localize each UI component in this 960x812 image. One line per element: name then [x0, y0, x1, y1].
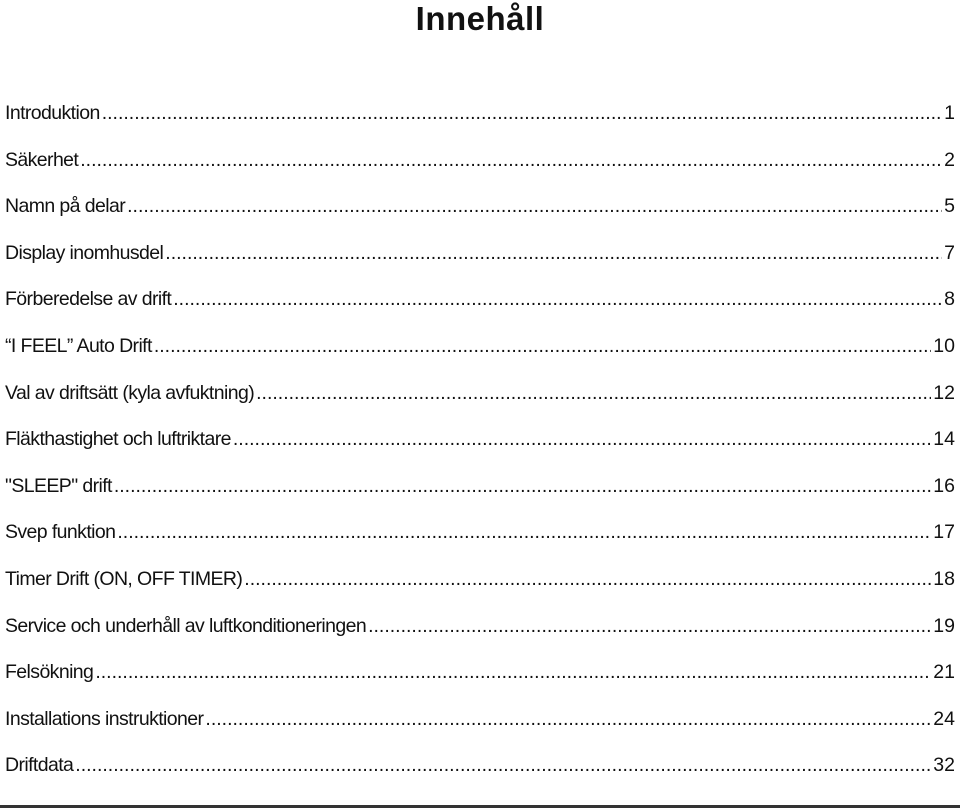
dot-leader [95, 655, 931, 689]
toc-entry-label: Installations instruktioner [5, 707, 204, 730]
toc-entry-label: Namn på delar [5, 195, 126, 218]
dot-leader [102, 96, 942, 130]
toc-entry-page-number: 10 [933, 334, 955, 357]
dot-leader [165, 236, 942, 270]
toc-entry-page-number: 16 [933, 474, 955, 497]
toc-entry-display-inomhusdel[interactable] [5, 236, 955, 283]
dot-leader [80, 143, 942, 177]
toc-entry-page-number: 2 [944, 148, 955, 171]
toc-entry-label: "SLEEP" drift [5, 474, 112, 497]
toc-entry-label: Display inomhusdel [5, 241, 164, 264]
toc-entry-label: Svep funktion [5, 521, 116, 544]
toc-entry-label: Driftdata [5, 754, 74, 777]
toc-entry-label: Felsökning [5, 661, 94, 684]
dot-leader [256, 376, 931, 410]
toc-entry-page-number: 1 [944, 102, 955, 124]
toc-entry-timer-drift[interactable] [5, 562, 955, 609]
toc-entry-label: Timer Drift (ON, OFF TIMER) [5, 567, 243, 590]
dot-leader [117, 515, 931, 549]
toc-entry-service-och-underhall[interactable] [5, 609, 955, 656]
toc-entry-page-number: 14 [933, 428, 955, 451]
toc-entry-label: Service och underhåll av luftkonditioneringen [5, 614, 367, 637]
toc-entry-installations-instruktioner[interactable] [5, 702, 955, 749]
toc-entry-forberedelse-av-drift[interactable] [5, 282, 955, 329]
toc-entry-page-number: 8 [944, 288, 955, 311]
toc-entry-page-number: 24 [933, 707, 955, 730]
dot-leader [127, 189, 942, 223]
toc-entry-page-number: 7 [944, 241, 955, 264]
toc-entry-page-number: 17 [933, 521, 955, 544]
toc-entry-driftdata[interactable] [5, 748, 955, 795]
toc-entry-label: Förberedelse av drift [5, 288, 172, 311]
bottom-divider [0, 805, 960, 808]
dot-leader [233, 422, 931, 456]
toc-entry-label: Säkerhet [5, 148, 79, 171]
toc-entry-page-number: 12 [933, 381, 955, 404]
dot-leader [368, 609, 931, 643]
toc-entry-label: “I FEEL” Auto Drift [5, 334, 152, 357]
dot-leader [114, 469, 931, 503]
toc-entry-sakerhet[interactable] [5, 143, 955, 190]
toc-entry-label: Fläkthastighet och luftriktare [5, 428, 231, 451]
dot-leader [75, 748, 931, 782]
toc-entry-i-feel-auto-drift[interactable] [5, 329, 955, 376]
toc-entry-page-number: 19 [933, 614, 955, 637]
toc-entry-introduktion[interactable] [5, 96, 955, 143]
toc-entry-page-number: 18 [933, 567, 955, 590]
dot-leader [244, 562, 931, 596]
toc-entry-page-number: 32 [933, 754, 955, 777]
table-of-contents [5, 96, 955, 795]
toc-entry-label: Val av driftsätt (kyla avfuktning) [5, 381, 255, 404]
dot-leader [205, 702, 931, 736]
toc-entry-flakthastighet[interactable] [5, 422, 955, 469]
toc-entry-label: Introduktion [5, 102, 100, 124]
dot-leader [154, 329, 931, 363]
toc-entry-felsokning[interactable] [5, 655, 955, 702]
toc-entry-namn-pa-delar[interactable] [5, 189, 955, 236]
page-title: Innehåll [415, 0, 545, 37]
toc-entry-val-av-driftsatt[interactable] [5, 376, 955, 423]
toc-entry-page-number: 21 [933, 661, 955, 684]
toc-entry-svep-funktion[interactable] [5, 515, 955, 562]
toc-entry-page-number: 5 [944, 195, 955, 218]
toc-entry-sleep-drift[interactable] [5, 469, 955, 516]
dot-leader [173, 282, 942, 316]
